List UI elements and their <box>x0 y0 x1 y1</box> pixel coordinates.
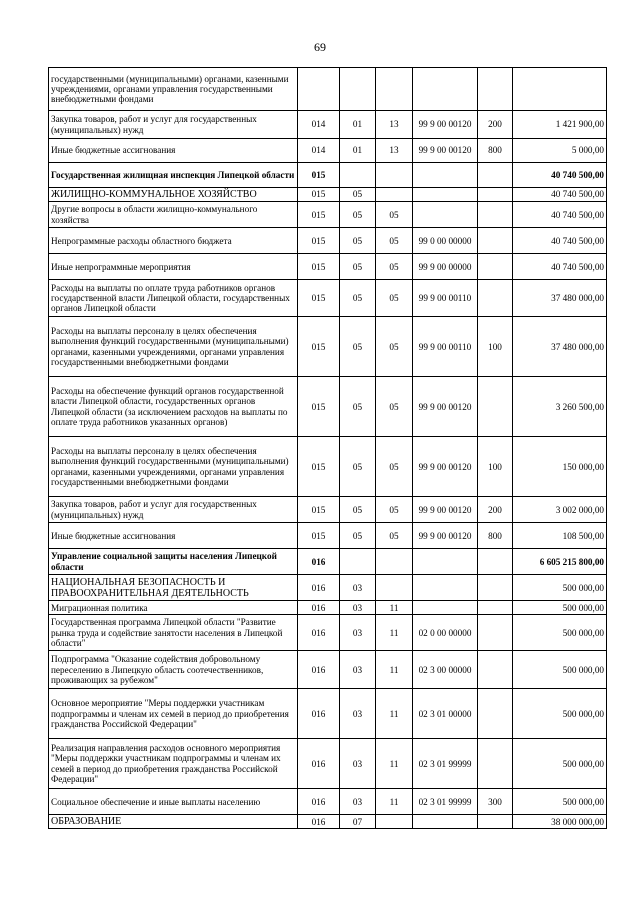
cell-ved: 016 <box>298 549 340 575</box>
cell-csr <box>413 575 478 601</box>
cell-name: Управление социальной защиты населения Липецкой области <box>49 549 298 575</box>
cell-vr: 100 <box>478 437 513 497</box>
cell-pr: 11 <box>376 739 413 789</box>
cell-sum: 38 000 000,00 <box>513 815 607 829</box>
cell-vr <box>478 377 513 437</box>
page-number: 69 <box>314 40 326 54</box>
cell-rz: 05 <box>340 437 376 497</box>
cell-vr: 300 <box>478 789 513 815</box>
cell-csr: 99 9 00 00120 <box>413 111 478 139</box>
cell-ved: 015 <box>298 163 340 188</box>
cell-sum: 6 605 215 800,00 <box>513 549 607 575</box>
cell-csr: 02 3 00 00000 <box>413 651 478 689</box>
cell-rz: 03 <box>340 575 376 601</box>
cell-sum: 500 000,00 <box>513 601 607 615</box>
cell-sum: 500 000,00 <box>513 689 607 739</box>
cell-pr: 05 <box>376 523 413 549</box>
cell-csr: 99 9 00 00120 <box>413 437 478 497</box>
cell-name: Иные бюджетные ассигнования <box>49 523 298 549</box>
cell-rz: 03 <box>340 689 376 739</box>
table-row <box>49 377 607 437</box>
cell-vr <box>478 601 513 615</box>
cell-ved: 015 <box>298 280 340 317</box>
cell-name: Государственная программа Липецкой области "Развитие рынка труда и содействие занятости населения в Липецкой области" <box>49 615 298 651</box>
cell-vr <box>478 651 513 689</box>
cell-ved: 015 <box>298 523 340 549</box>
cell-vr <box>478 549 513 575</box>
cell-ved: 016 <box>298 689 340 739</box>
cell-rz: 05 <box>340 377 376 437</box>
cell-rz: 03 <box>340 651 376 689</box>
cell-sum: 40 740 500,00 <box>513 163 607 188</box>
cell-vr <box>478 202 513 228</box>
cell-csr <box>413 68 478 111</box>
cell-pr: 05 <box>376 280 413 317</box>
cell-csr: 99 9 00 00120 <box>413 139 478 163</box>
cell-csr <box>413 188 478 202</box>
cell-pr: 05 <box>376 437 413 497</box>
cell-sum: 40 740 500,00 <box>513 188 607 202</box>
table-row <box>49 68 607 111</box>
cell-csr: 99 9 00 00110 <box>413 317 478 377</box>
cell-name: ЖИЛИЩНО-КОММУНАЛЬНОЕ ХОЗЯЙСТВО <box>49 188 298 202</box>
cell-sum: 40 740 500,00 <box>513 254 607 280</box>
cell-csr: 99 9 00 00120 <box>413 497 478 523</box>
cell-name: Миграционная политика <box>49 601 298 615</box>
cell-sum: 3 260 500,00 <box>513 377 607 437</box>
cell-pr <box>376 188 413 202</box>
table-row <box>49 163 607 188</box>
cell-pr <box>376 68 413 111</box>
cell-ved: 014 <box>298 139 340 163</box>
cell-sum: 500 000,00 <box>513 615 607 651</box>
cell-csr: 99 9 00 00000 <box>413 254 478 280</box>
cell-sum: 5 000,00 <box>513 139 607 163</box>
cell-name: государственными (муниципальными) органами, казенными учреждениями, органами управления государственными внебюджетными фондами <box>49 68 298 111</box>
table-row <box>49 254 607 280</box>
cell-csr <box>413 601 478 615</box>
cell-ved: 015 <box>298 254 340 280</box>
table-row <box>49 549 607 575</box>
table-row <box>49 497 607 523</box>
cell-rz: 07 <box>340 815 376 829</box>
cell-name: Расходы на выплаты персоналу в целях обеспечения выполнения функций государственными (муниципальными) органами, казенными учреждениями, органами управления государственными внебюджетными фондами <box>49 317 298 377</box>
cell-name: ОБРАЗОВАНИЕ <box>49 815 298 829</box>
cell-name: Иные непрограммные мероприятия <box>49 254 298 280</box>
table-row <box>49 523 607 549</box>
cell-pr: 05 <box>376 377 413 437</box>
cell-rz: 05 <box>340 523 376 549</box>
table-row <box>49 615 607 651</box>
table-row <box>49 789 607 815</box>
cell-ved: 016 <box>298 789 340 815</box>
table-row <box>49 139 607 163</box>
cell-ved <box>298 68 340 111</box>
cell-csr: 02 3 01 99999 <box>413 789 478 815</box>
cell-rz: 03 <box>340 739 376 789</box>
cell-name: Реализация направления расходов основного мероприятия "Меры поддержки участникам подпрограммы и членам их семей в период до приобретения гражданства Российской Федерации" <box>49 739 298 789</box>
table-row <box>49 815 607 829</box>
cell-name: Социальное обеспечение и иные выплаты населению <box>49 789 298 815</box>
cell-sum: 40 740 500,00 <box>513 228 607 254</box>
cell-ved: 016 <box>298 601 340 615</box>
cell-ved: 014 <box>298 111 340 139</box>
cell-pr: 05 <box>376 254 413 280</box>
cell-csr: 02 3 01 99999 <box>413 739 478 789</box>
cell-rz: 01 <box>340 111 376 139</box>
cell-rz: 05 <box>340 254 376 280</box>
cell-name: Расходы на выплаты по оплате труда работников органов государственной власти Липецкой области, государственных органов Липецкой области <box>49 280 298 317</box>
cell-sum: 3 002 000,00 <box>513 497 607 523</box>
cell-ved: 016 <box>298 575 340 601</box>
cell-ved: 015 <box>298 497 340 523</box>
budget-table <box>48 67 607 829</box>
cell-vr <box>478 815 513 829</box>
cell-rz: 05 <box>340 497 376 523</box>
table-row <box>49 202 607 228</box>
cell-vr: 800 <box>478 523 513 549</box>
cell-rz: 03 <box>340 789 376 815</box>
table-row <box>49 228 607 254</box>
cell-csr <box>413 163 478 188</box>
table-row <box>49 689 607 739</box>
cell-ved: 015 <box>298 437 340 497</box>
cell-csr: 02 0 00 00000 <box>413 615 478 651</box>
cell-vr <box>478 163 513 188</box>
cell-ved: 015 <box>298 377 340 437</box>
cell-csr: 99 9 00 00110 <box>413 280 478 317</box>
cell-ved: 016 <box>298 815 340 829</box>
table-row <box>49 651 607 689</box>
cell-csr <box>413 815 478 829</box>
cell-sum: 500 000,00 <box>513 575 607 601</box>
cell-rz: 05 <box>340 202 376 228</box>
cell-pr: 11 <box>376 615 413 651</box>
cell-pr: 13 <box>376 111 413 139</box>
cell-sum: 40 740 500,00 <box>513 202 607 228</box>
cell-vr: 100 <box>478 317 513 377</box>
cell-vr <box>478 228 513 254</box>
cell-sum: 150 000,00 <box>513 437 607 497</box>
cell-rz: 05 <box>340 228 376 254</box>
cell-rz <box>340 549 376 575</box>
cell-pr <box>376 575 413 601</box>
cell-sum: 500 000,00 <box>513 739 607 789</box>
cell-pr <box>376 815 413 829</box>
cell-name: НАЦИОНАЛЬНАЯ БЕЗОПАСНОСТЬ И ПРАВООХРАНИТЕЛЬНАЯ ДЕЯТЕЛЬНОСТЬ <box>49 575 298 601</box>
table-row <box>49 111 607 139</box>
cell-vr <box>478 68 513 111</box>
cell-rz: 03 <box>340 615 376 651</box>
cell-sum: 1 421 900,00 <box>513 111 607 139</box>
cell-vr <box>478 689 513 739</box>
cell-name: Непрограммные расходы областного бюджета <box>49 228 298 254</box>
cell-ved: 016 <box>298 739 340 789</box>
cell-pr: 11 <box>376 789 413 815</box>
cell-csr: 99 0 00 00000 <box>413 228 478 254</box>
cell-vr: 200 <box>478 497 513 523</box>
cell-vr <box>478 254 513 280</box>
cell-name: Расходы на выплаты персоналу в целях обеспечения выполнения функций государственными (муниципальными) органами, казенными учреждениями, органами управления государственными внебюджетными фондами <box>49 437 298 497</box>
table-row <box>49 437 607 497</box>
table-row <box>49 575 607 601</box>
table-row <box>49 601 607 615</box>
cell-name: Расходы на обеспечение функций органов государственной власти Липецкой области, государственных органов Липецкой области (за исключением расходов на выплаты по оплате труда работников указанных органов) <box>49 377 298 437</box>
table-row <box>49 188 607 202</box>
cell-name: Другие вопросы в области жилищно-коммунального хозяйства <box>49 202 298 228</box>
cell-pr: 05 <box>376 228 413 254</box>
cell-vr <box>478 188 513 202</box>
cell-sum: 500 000,00 <box>513 789 607 815</box>
cell-pr: 13 <box>376 139 413 163</box>
cell-vr: 800 <box>478 139 513 163</box>
table-row <box>49 280 607 317</box>
cell-rz: 01 <box>340 139 376 163</box>
cell-name: Иные бюджетные ассигнования <box>49 139 298 163</box>
cell-rz: 05 <box>340 188 376 202</box>
cell-ved: 015 <box>298 228 340 254</box>
cell-rz <box>340 68 376 111</box>
cell-vr <box>478 739 513 789</box>
cell-pr <box>376 163 413 188</box>
table-row <box>49 317 607 377</box>
cell-pr: 05 <box>376 202 413 228</box>
cell-ved: 015 <box>298 317 340 377</box>
cell-pr: 05 <box>376 497 413 523</box>
cell-pr: 11 <box>376 689 413 739</box>
cell-sum: 37 480 000,00 <box>513 280 607 317</box>
cell-sum: 500 000,00 <box>513 651 607 689</box>
cell-csr: 02 3 01 00000 <box>413 689 478 739</box>
cell-csr: 99 9 00 00120 <box>413 377 478 437</box>
cell-rz: 05 <box>340 280 376 317</box>
cell-ved: 015 <box>298 188 340 202</box>
cell-csr <box>413 202 478 228</box>
cell-pr: 11 <box>376 651 413 689</box>
cell-name: Закупка товаров, работ и услуг для государственных (муниципальных) нужд <box>49 497 298 523</box>
cell-sum <box>513 68 607 111</box>
cell-csr: 99 9 00 00120 <box>413 523 478 549</box>
cell-rz: 05 <box>340 317 376 377</box>
cell-name: Государственная жилищная инспекция Липецкой области <box>49 163 298 188</box>
cell-sum: 108 500,00 <box>513 523 607 549</box>
cell-name: Основное мероприятие "Меры поддержки участникам подпрограммы и членам их семей в период до приобретения гражданства Российской Федерации" <box>49 689 298 739</box>
cell-pr <box>376 549 413 575</box>
cell-pr: 05 <box>376 317 413 377</box>
cell-pr: 11 <box>376 601 413 615</box>
cell-vr <box>478 575 513 601</box>
cell-vr <box>478 280 513 317</box>
cell-rz <box>340 163 376 188</box>
cell-name: Закупка товаров, работ и услуг для государственных (муниципальных) нужд <box>49 111 298 139</box>
cell-vr <box>478 615 513 651</box>
cell-name: Подпрограмма "Оказание содействия добровольному переселению в Липецкую область соотечественников, проживающих за рубежом" <box>49 651 298 689</box>
cell-sum: 37 480 000,00 <box>513 317 607 377</box>
cell-ved: 016 <box>298 651 340 689</box>
table-row <box>49 739 607 789</box>
cell-vr: 200 <box>478 111 513 139</box>
cell-rz: 03 <box>340 601 376 615</box>
cell-csr <box>413 549 478 575</box>
cell-ved: 015 <box>298 202 340 228</box>
cell-ved: 016 <box>298 615 340 651</box>
